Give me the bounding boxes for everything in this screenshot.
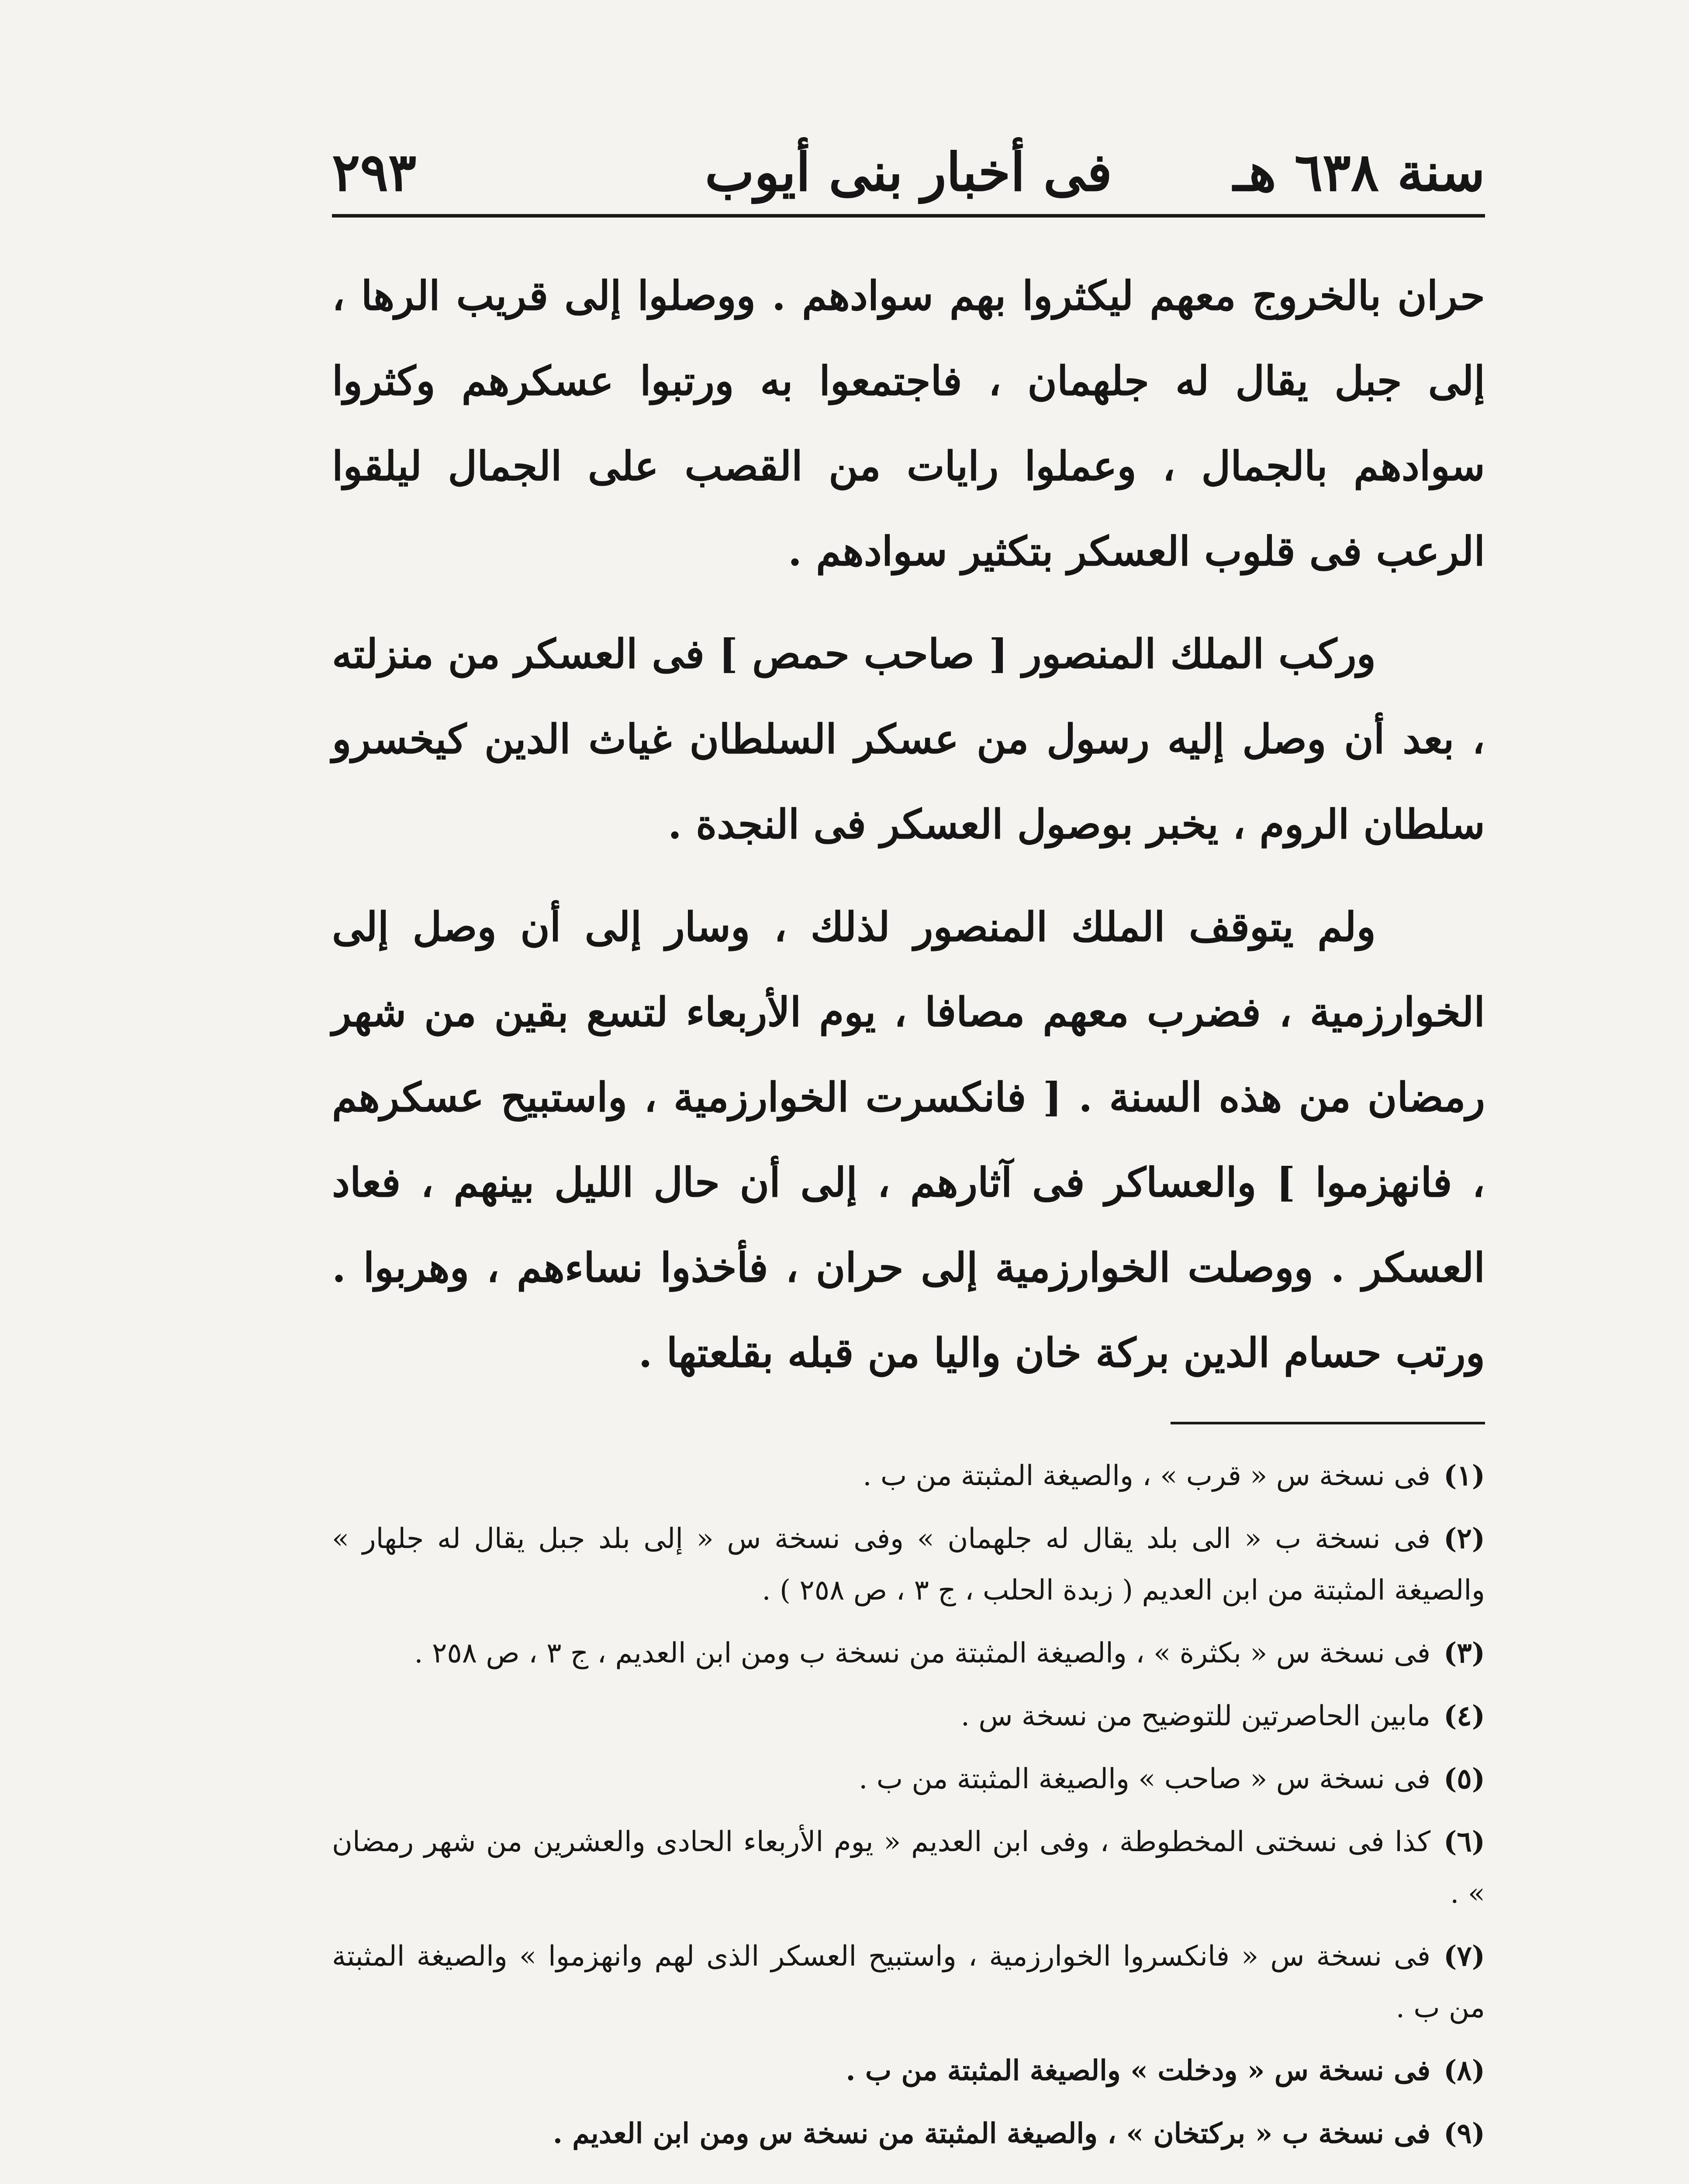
footnote-rule <box>1171 1422 1485 1424</box>
paragraph-1: حران بالخروج معهم ليكثروا بهم سوادهم . ووصلوا إلى قريب الرها ، إلى جبل يقال له جلهمان ، فاجتمعوا به ورتبوا عسكرهم وكثروا سوادهم بالجمال ، وعملوا رايات من القصب على الجمال ليلقوا الرعب فى قلوب العسكر بتكثير سوادهم . <box>332 272 1485 575</box>
footnote-text: فى نسخة س « ودخلت » والصيغة المثبتة من ب . <box>846 2054 1431 2087</box>
footnote-text: فى نسخة ب « الى بلد يقال له جلهمان » وفى نسخة س « إلى بلد جبل يقال له جلهار » والصيغة المثبتة من ابن العديم ( زبدة الحلب ، ج ٣ ، ص ٢٥٨ ) . <box>332 1523 1485 1607</box>
footnote-number: (٩) <box>1444 2117 1485 2150</box>
footnote-4 <box>332 1690 1485 1742</box>
footnote-number: (١) <box>1444 1459 1485 1492</box>
header-rule <box>332 214 1485 218</box>
footnote-text: فى نسخة ب « بركتخان » ، والصيغة المثبتة من نسخة س ومن ابن العديم . <box>553 2117 1431 2150</box>
footnote-6 <box>332 1816 1485 1919</box>
footnote-text: فى نسخة س « صاحب » والصيغة المثبتة من ب . <box>859 1763 1431 1795</box>
footnote-7 <box>332 1931 1485 2034</box>
header-title: فى أخبار بنى أيوب <box>705 142 1112 203</box>
footnote-1 <box>332 1450 1485 1502</box>
footnote-text: كذا فى نسختى المخطوطة ، وفى ابن العديم « يوم الأربعاء الحادى والعشرين من شهر رمضان » . <box>332 1826 1485 1910</box>
footnote-8 <box>332 2045 1485 2097</box>
footnote-text: فى نسخة س « قرب » ، والصيغة المثبتة من ب . <box>863 1460 1431 1492</box>
footnote-text: مابين الحاصرتين للتوضيح من نسخة س . <box>960 1700 1431 1732</box>
footnote-text: فى نسخة س « بكثرة » ، والصيغة المثبتة من نسخة ب ومن ابن العديم ، ج ٣ ، ص ٢٥٨ . <box>414 1637 1431 1669</box>
footnote-number: (٥) <box>1444 1762 1485 1795</box>
footnote-3 <box>332 1628 1485 1679</box>
header-year: سنة ٦٣٨ هـ <box>1233 142 1485 203</box>
paragraph-3: ولم يتوقف الملك المنصور لذلك ، وسار إلى أن وصل إلى الخوارزمية ، فضرب معهم مصافا ، يوم الأربعاء لتسع بقين من شهر رمضان من هذه السنة . [ فانكسرت الخوارزمية ، واستبيح عسكرهم ، فانهزموا ] والعساكر فى آثارهم ، إلى أن حال الليل بينهم ، فعاد العسكر . ووصلت الخوارزمية إلى حران ، فأخذوا نساءهم ، وهربوا . ورتب حسام الدين بركة خان واليا من قبله بقلعتها . <box>332 903 1485 1376</box>
footnote-number: (٤) <box>1444 1700 1485 1732</box>
footnote-number: (٦) <box>1444 1825 1485 1858</box>
footnote-number: (٣) <box>1444 1637 1485 1669</box>
footnote-number: (٨) <box>1444 2054 1485 2087</box>
footnote-5 <box>332 1753 1485 1805</box>
page-number: ٢٩٣ <box>332 142 417 203</box>
running-header <box>332 131 1485 214</box>
footnote-number: (٢) <box>1444 1522 1485 1555</box>
main-text <box>332 253 1485 1413</box>
footnote-text: فى نسخة س « فانكسروا الخوارزمية ، واستبيح العسكر الذى لهم وانهزموا » والصيغة المثبتة من ب . <box>332 1940 1485 2024</box>
footnote-9 <box>332 2108 1485 2160</box>
footnotes <box>332 1450 1485 2171</box>
paragraph-2: وركب الملك المنصور [ صاحب حمص ] فى العسكر من منزلته ، بعد أن وصل إليه رسول من عسكر السلطان غياث الدين كيخسرو سلطان الروم ، يخبر بوصول العسكر فى النجدة . <box>332 630 1485 848</box>
footnote-number: (٧) <box>1444 1940 1485 1973</box>
footnote-2 <box>332 1513 1485 1616</box>
